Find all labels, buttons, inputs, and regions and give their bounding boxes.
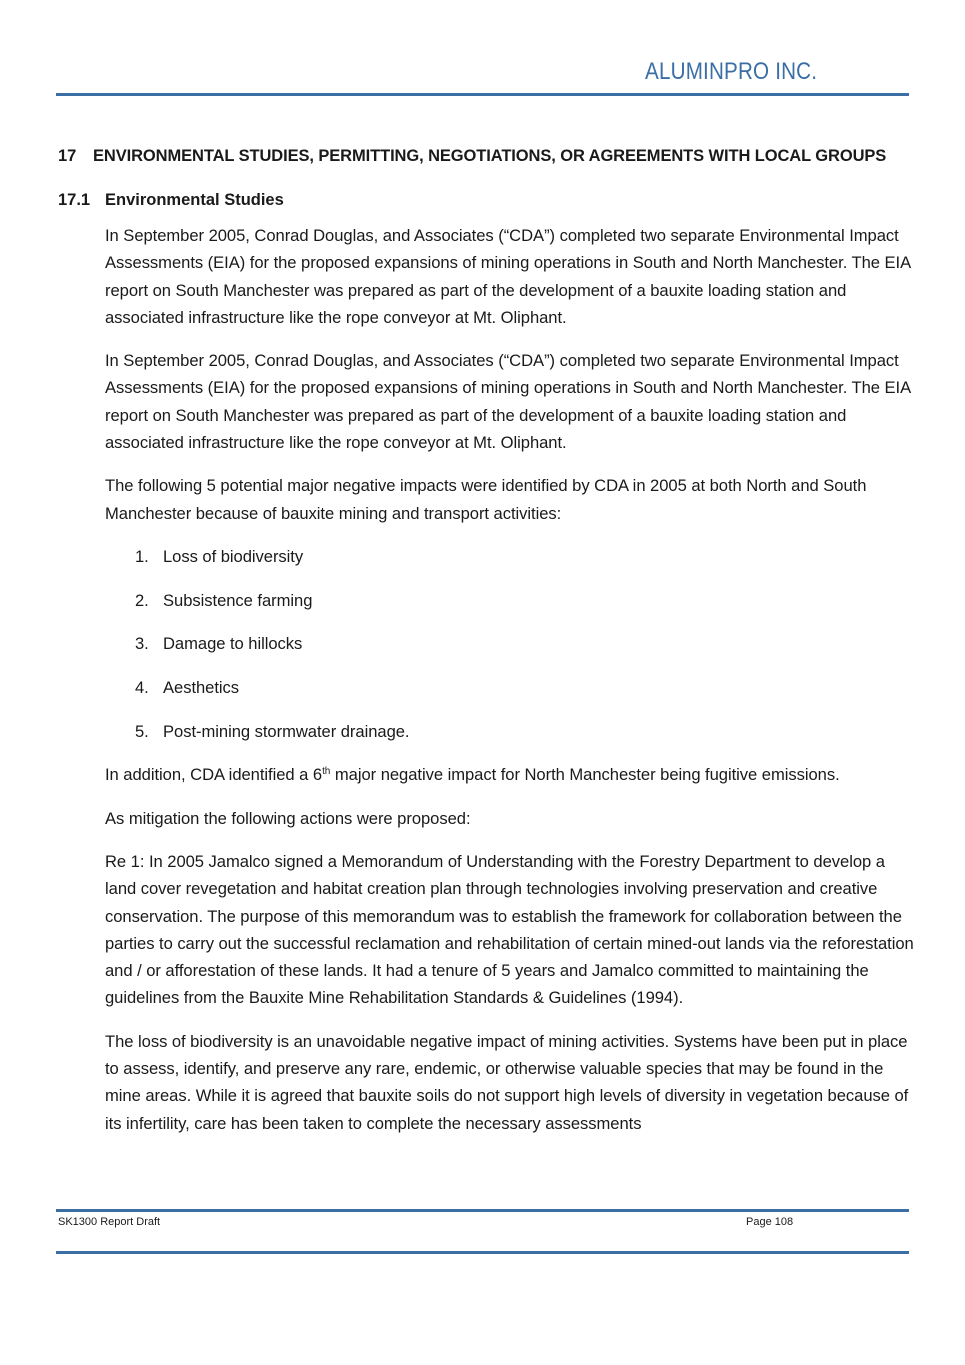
list-number: 3.: [135, 634, 149, 654]
footer-rule-top: [56, 1209, 909, 1212]
paragraph: The loss of biodiversity is an unavoidable negative impact of mining activities. Systems have been put in place to assess, identify, and preserve any rare, endemic, or otherwise valuable species that may be found in the mine areas. While it is agreed that bauxite soils do not support high levels of diversity in vegetation because of its infertility, care has been taken to complete the necessary assessments: [105, 1031, 909, 1133]
list-item: [105, 718, 915, 745]
list-item: [105, 587, 915, 614]
company-name: ALUMINPRO INC.: [644, 58, 817, 85]
list-item: [105, 674, 915, 701]
list-text: Damage to hillocks: [163, 634, 303, 654]
list-text: Subsistence farming: [163, 590, 313, 610]
list-item: [105, 543, 915, 570]
footer-report-name: SK1300 Report Draft: [58, 1216, 161, 1228]
paragraph: In September 2005, Conrad Douglas, and Associates (“CDA”) completed two separate Environmental Impact Assessments (EIA) for the proposed expansions of mining operations in South and North Manchester. The EIA report on South Manchester was prepared as part of the development of a bauxite loading station and associated infrastructure like the rope conveyor at Mt. Oliphant.: [105, 351, 911, 453]
list-number: 4.: [135, 678, 149, 698]
paragraph: Re 1: In 2005 Jamalco signed a Memorandum of Understanding with the Forestry Department to develop a land cover revegetation and habitat creation plan through technologies involving preservation and creative conservation. The purpose of this memorandum was to establish the framework for collaboration between the parties to carry out the successful reclamation and rehabilitation of certain mined-out lands via the reforestation and / or afforestation of these lands. It had a tenure of 5 years and Jamalco committed to maintaining the guidelines from the Bauxite Mine Rehabilitation Standards & Guidelines (1994).: [105, 852, 914, 1008]
list-text: Loss of biodiversity: [163, 546, 304, 566]
paragraph-text: In addition, CDA identified a 6: [105, 765, 323, 785]
footer-page-number: Page 108: [746, 1216, 794, 1228]
list-text: Aesthetics: [163, 678, 240, 698]
list-number: 2.: [135, 590, 149, 610]
paragraph: The following 5 potential major negative impacts were identified by CDA in 2005 at both North and South Manchester because of bauxite mining and transport activities:: [105, 476, 867, 523]
header-rule: [56, 93, 909, 96]
section-title: ENVIRONMENTAL STUDIES, PERMITTING, NEGOTIATIONS, OR AGREEMENTS WITH LOCAL GROUPS: [93, 147, 887, 165]
subsection-title: Environmental Studies: [105, 191, 284, 209]
section-number: 17: [58, 147, 77, 165]
list-item: [105, 630, 915, 657]
paragraph: In September 2005, Conrad Douglas, and Associates (“CDA”) completed two separate Environmental Impact Assessments (EIA) for the proposed expansions of mining operations in South and North Manchester. The EIA report on South Manchester was prepared as part of the development of a bauxite loading station and associated infrastructure like the rope conveyor at Mt. Oliphant.: [105, 226, 911, 327]
subsection-number: 17.1: [58, 191, 91, 209]
list-number: 5.: [135, 721, 149, 741]
paragraph: [105, 761, 915, 788]
impact-list: [105, 543, 915, 745]
body-text: [105, 222, 915, 1153]
subsection-heading: [58, 191, 284, 210]
section-heading: [58, 147, 886, 166]
footer-rule-bottom: [56, 1251, 909, 1254]
paragraph: As mitigation the following actions were proposed:: [105, 808, 471, 828]
paragraph-text: major negative impact for North Manchester being fugitive emissions.: [330, 765, 840, 785]
list-number: 1.: [135, 546, 149, 566]
superscript: th: [322, 766, 331, 778]
list-text: Post-mining stormwater drainage.: [163, 721, 410, 741]
